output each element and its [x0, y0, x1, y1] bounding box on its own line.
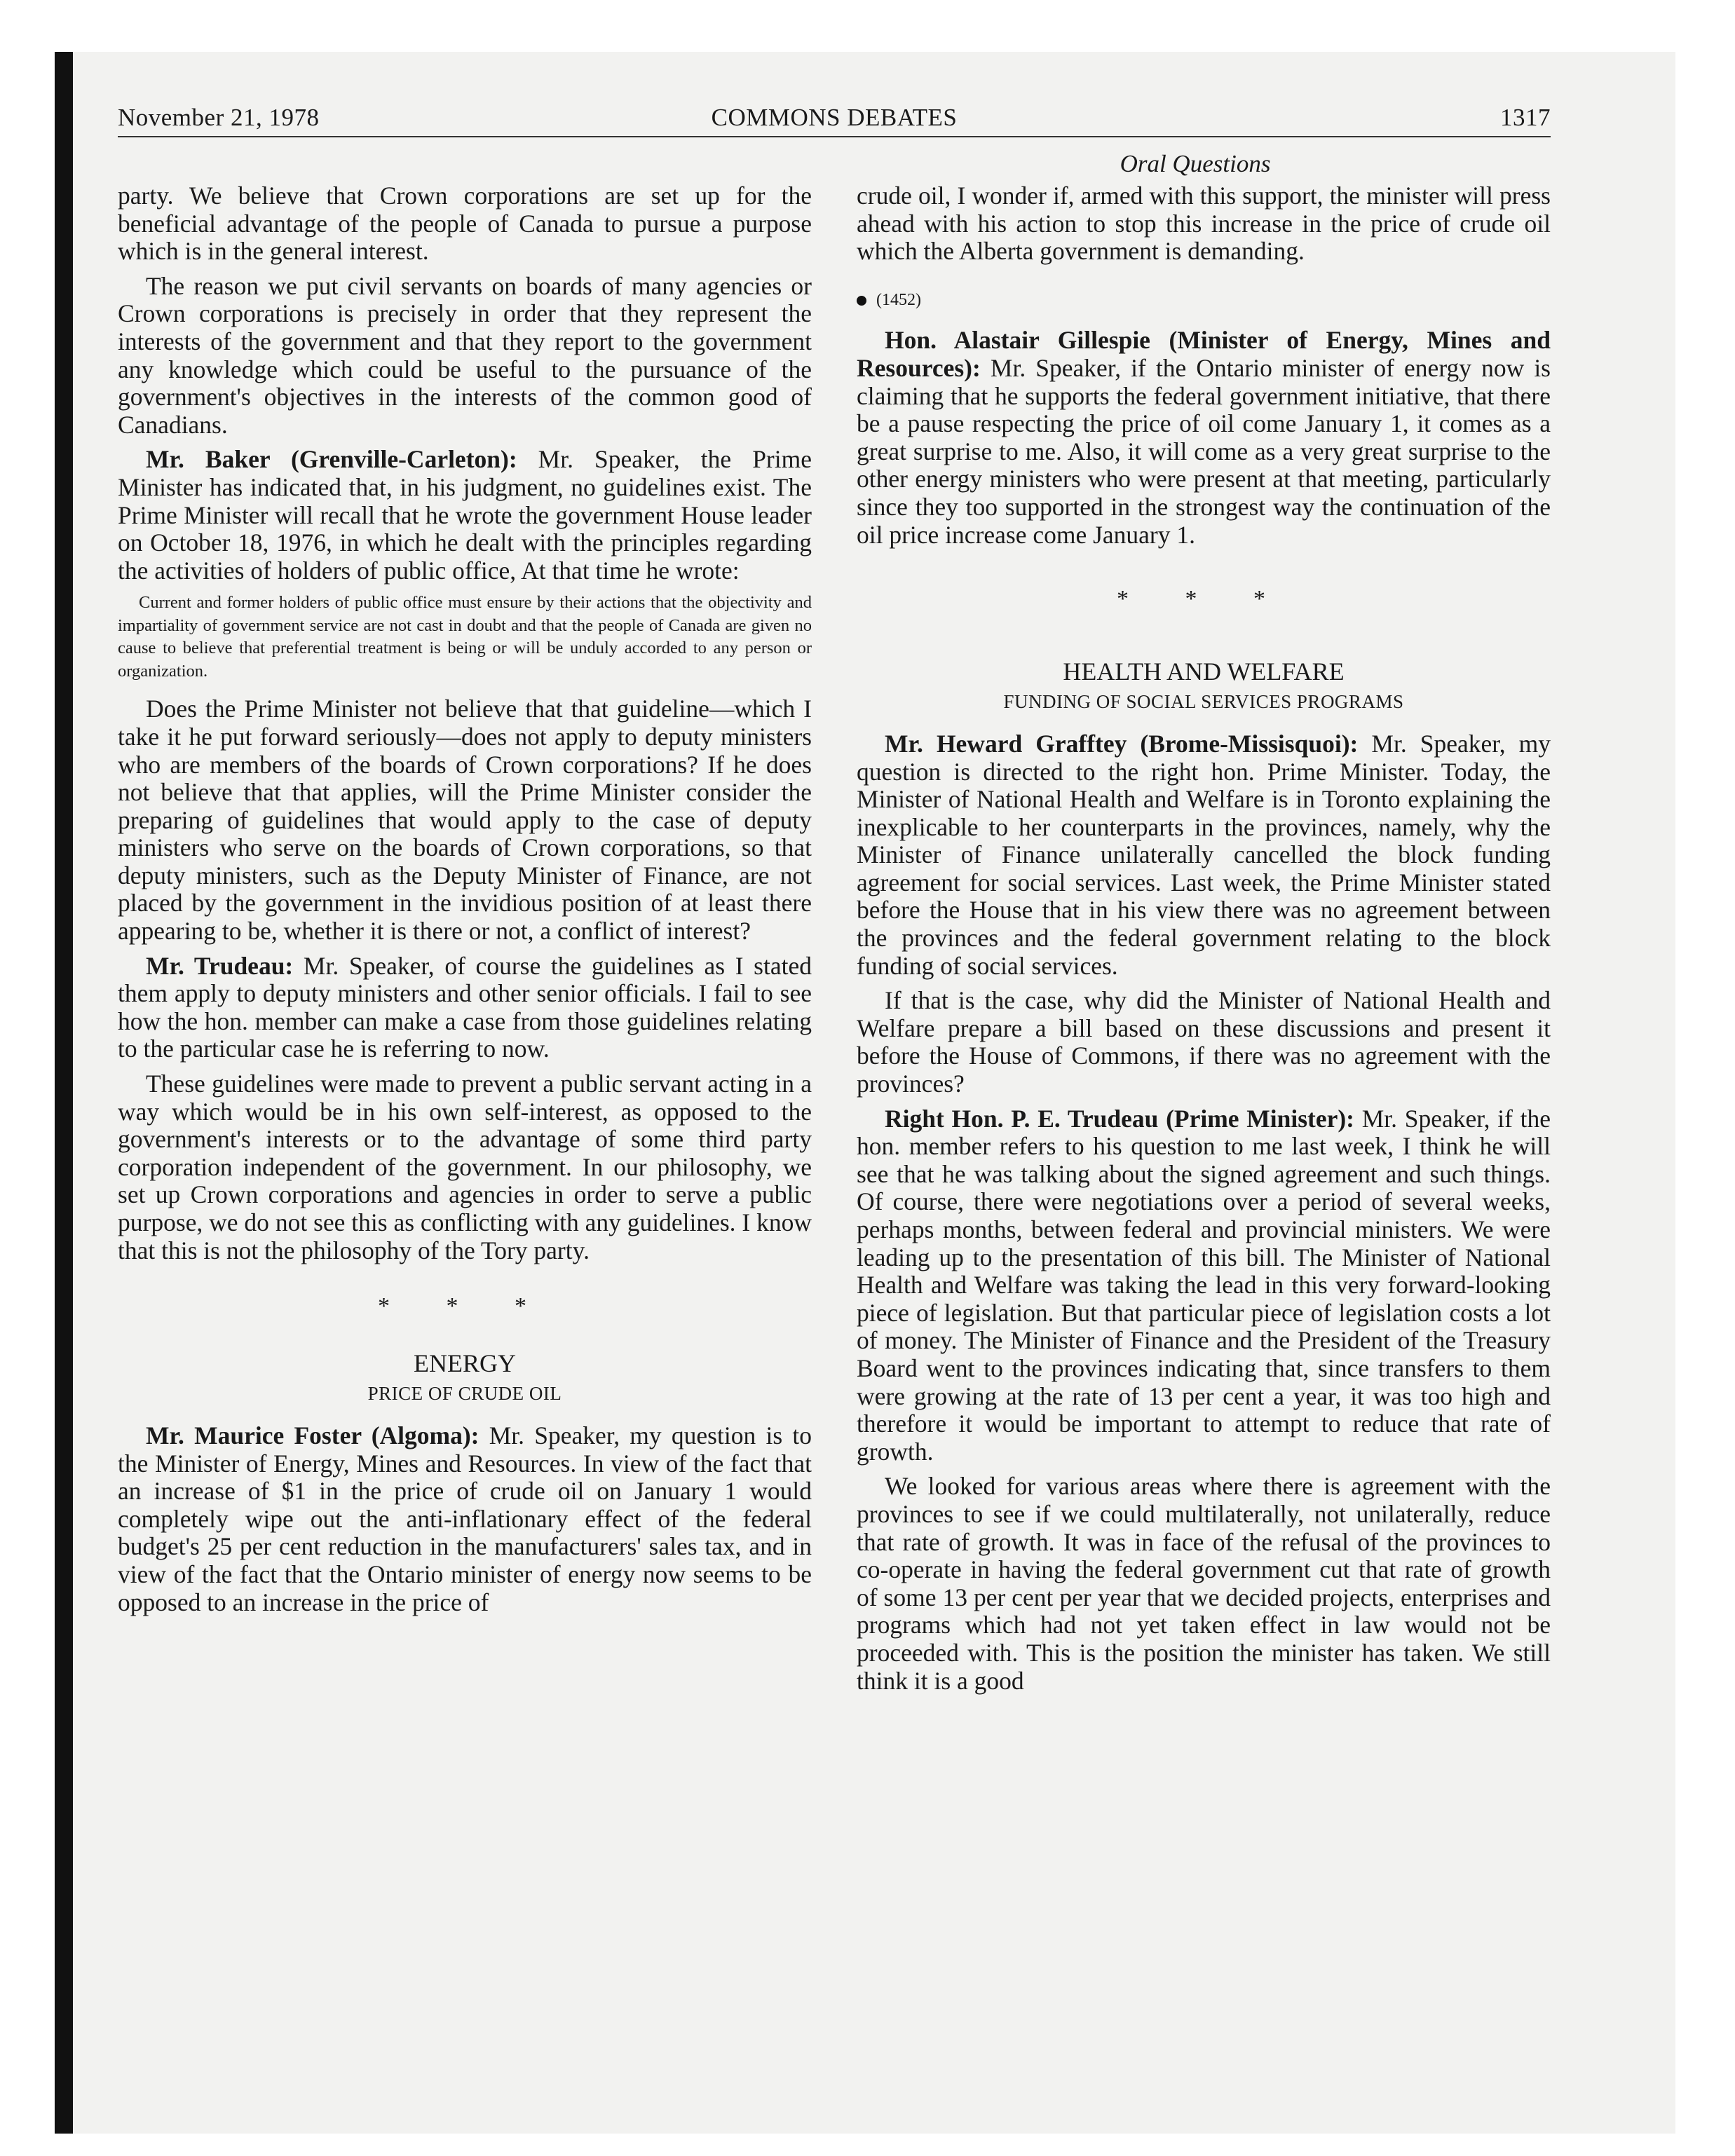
header-page-number: 1317 [1500, 104, 1551, 131]
speech-text: Mr. Speaker, the Prime Minister has indicated that, in his judgment, no guidelines exist. The Prime Minister will recall that he wrote the government House leader on October 18, 1976, in which he dealt with the principles regarding the activities of holders of public office, At that time he wrote: [118, 445, 812, 585]
section-heading-energy: ENERGY [414, 1349, 516, 1377]
paragraph: Does the Prime Minister not believe that that guideline—which I take it he put forward seriously—does not apply to deputy ministers who are members of the boards of Crown corporations? If he does not believe that that applies, will the Prime Minister consider the preparing of guidelines that would apply to the case of deputy ministers who serve on the boards of Crown corporations, so that deputy ministers, such as the Deputy Minister of Finance, are not placed by the government in the invidious position of at least there appearing to be, whether it is there or not, a conflict of interest? [118, 695, 812, 946]
speech-paragraph [118, 953, 812, 1063]
speech-paragraph [857, 730, 1551, 980]
speech-text: Mr. Speaker, if the hon. member refers to his question to me last week, I think he will see that he was talking about the signed agreement and such things. Of course, there were negotiations over a period of several weeks, perhaps months, between federal and provincial ministers. We were leading up to the presentation of this bill. The Minister of National Health and Welfare was taking the lead in this very forward-looking piece of legislation. But that particular piece of legislation costs a lot of money. The Minister of Finance and the President of the Treasury Board went to the provinces indicating that, since transfers to them were growing at the rate of 13 per cent a year, it was too high and therefore it would be important to attempt to reduce that rate of growth. [857, 1104, 1551, 1466]
speech-paragraph [118, 1422, 812, 1616]
section-subhead: Oral Questions [1120, 150, 1271, 177]
speech-paragraph [118, 446, 812, 585]
section-heading-health: HEALTH AND WELFARE [1063, 657, 1345, 685]
header-title: COMMONS DEBATES [711, 104, 958, 131]
paragraph: We looked for various areas where there is agreement with the provinces to see if we could multilaterally, not unilaterally, reduce that rate of growth. It was in face of the refusal of the provinces to co-operate in having the federal government cut that rate of growth of some 13 per cent per year that we decided projects, enterprises and programs which had not yet taken effect in law would not be proceeded with. This is the position the minister has taken. We still think it is a good [857, 1472, 1551, 1695]
time-marker [857, 287, 1551, 315]
binding-edge [55, 52, 73, 2134]
right-column [857, 182, 1551, 1702]
running-header [118, 95, 1551, 137]
left-column [118, 182, 812, 1623]
time-marker-text: (1452) [876, 290, 921, 309]
paragraph: These guidelines were made to prevent a public servant acting in a way which would be in his own self-interest, as opposed to the government's interests or to the advantage of some third party corporation independent of the government. In our philosophy, we set up Crown corporations and agencies in order to serve a public purpose, we do not see this as conflicting with any guidelines. I know that this is not the philosophy of the Tory party. [118, 1070, 812, 1264]
paragraph: The reason we put civil servants on boards of many agencies or Crown corporations is precisely in order that they represent the interests of the government and that they report to the government any knowledge which could be useful to the pursuance of the government's objectives in the interests of the common good of Canadians. [118, 271, 812, 439]
speech-text: Mr. Speaker, my question is directed to the right hon. Prime Minister. Today, the Minister of National Health and Welfare is in Toronto explaining the inexplicable to her counterparts in the provinces, namely, why the Minister of Finance unilaterally cancelled the block funding agreement for social services. Last week, the Prime Minister stated before the House that in his view there was no agreement between the provinces and the federal government relating to the block funding of social services. [857, 729, 1551, 980]
paragraph: party. We believe that Crown corporations are set up for the beneficial advantage of the people of Canada to pursue a purpose which is in the general interest. [118, 182, 812, 266]
subsection-heading: PRICE OF CRUDE OIL [367, 1383, 562, 1405]
section-divider: * * * [1117, 586, 1291, 613]
speaker-name: Mr. Heward Grafftey (Brome-Missisquoi): [885, 729, 1359, 758]
speech-paragraph [857, 1105, 1551, 1466]
speaker-name: Mr. Baker (Grenville-Carleton): [146, 445, 517, 474]
paragraph: If that is the case, why did the Minister of National Health and Welfare prepare a bill based on these discussions and present it before the House of Commons, if there was no agreement with the provinces? [857, 986, 1551, 1098]
speaker-name: Hon. Alastair Gillespie (Minister of Energy, Mines and Resources): [857, 326, 1551, 382]
header-date: November 21, 1978 [118, 104, 320, 131]
subsection-heading: FUNDING OF SOCIAL SERVICES PROGRAMS [1003, 691, 1404, 713]
section-divider: * * * [378, 1293, 552, 1320]
block-quote: Current and former holders of public office must ensure by their actions that the objectivity and impartiality of government service are not cast in doubt and that the people of Canada are given no cause to believe that preferential treatment is being or will be unduly accorded to any person or organization. [118, 593, 812, 681]
speech-text: Mr. Speaker, my question is to the Minister of Energy, Mines and Resources. In view of the fact that an increase of $1 in the price of crude oil on January 1 would completely wipe out the anti-inflationary effect of the federal budget's 25 per cent reduction in the manufacturers' sales tax, and in view of the fact that the Ontario minister of energy now seems to be opposed to an increase in the price of [118, 1421, 812, 1616]
speech-paragraph [857, 327, 1551, 549]
bullet-dot-icon [857, 296, 866, 306]
speaker-name: Mr. Trudeau: [146, 951, 294, 980]
paragraph: crude oil, I wonder if, armed with this support, the minister will press ahead with his action to stop this increase in the price of crude oil which the Alberta government is demanding. [857, 182, 1551, 266]
speech-text: Mr. Speaker, if the Ontario minister of energy now is claiming that he supports the federal government initiative, that there be a pause respecting the price of oil come January 1, it comes as a great surprise to me. Also, it will come as a very great surprise to the other energy ministers who were present at that meeting, particularly since they too supported in the strongest way the continuation of the oil price increase come January 1. [857, 353, 1551, 549]
speaker-name: Right Hon. P. E. Trudeau (Prime Minister): [885, 1104, 1355, 1133]
speaker-name: Mr. Maurice Foster (Algoma): [146, 1421, 479, 1449]
speech-text: Mr. Speaker, of course the guidelines as I stated them apply to deputy ministers and other senior officials. I fail to see how the hon. member can make a case from those guidelines relating to the particular case he is referring to now. [118, 951, 812, 1063]
